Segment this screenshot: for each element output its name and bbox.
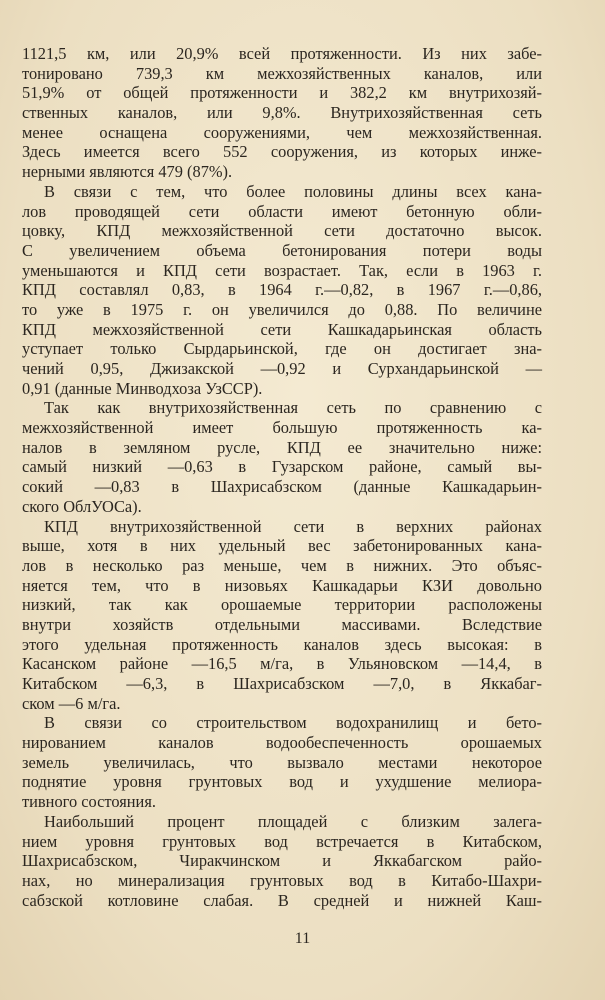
text-line: поднятие уровня грунтовых вод и ухудшение мелиора- (22, 772, 542, 792)
text-line: уменьшаются и КПД сети возрастает. Так, если в 1963 г. (22, 260, 542, 280)
text-line: Наибольший процент площадей с близким залега- (44, 811, 542, 831)
text-line: чений 0,95, Джизакской —0,92 и Сурхандарьинской — (22, 359, 542, 378)
text-line: менее оснащена сооружениями, чем межхозяйственная. (22, 122, 542, 142)
text-line: сабзской котловине слабая. В средней и нижней Каш- (22, 890, 542, 910)
text-line: межхозяйственной имеет большую протяженность ка- (22, 418, 542, 438)
text-line: сокий —0,83 в Шахрисабзском (данные Кашкадарьин- (22, 477, 542, 497)
text-line: ском —6 м/га. (22, 693, 121, 713)
text-line: цовку, КПД межхозяйственной сети достаточно высок. (22, 221, 542, 241)
text-line: лов в несколько раз меньше, чем в нижних. Это объяс- (22, 555, 542, 575)
text-line: нированием каналов водообеспеченность орошаемых (22, 733, 542, 753)
text-line: земель увеличилась, что вызвало местами некоторое (22, 752, 542, 772)
body-text (22, 44, 542, 910)
page-number: 11 (294, 930, 311, 947)
text-line: КПД межхозяйственной сети Кашкадарьинская область (22, 319, 542, 339)
text-line: нах, но минерализация грунтовых вод в Китабо-Шахри- (22, 870, 542, 890)
text-line: С увеличением объема бетонирования потери воды (22, 240, 542, 260)
text-line: 51,9% от общей протяженности и 382,2 км внутрихозяй- (22, 83, 542, 103)
text-line: выше, хотя в них удельный вес забетонированных кана- (22, 536, 542, 556)
text-line: уступает только Сырдарьинской, где он достигает зна- (22, 339, 542, 359)
text-line: лов проводящей сети области имеют бетонную обли- (22, 201, 542, 221)
text-line: то уже в 1975 г. он увеличился до 0,88. По величине (22, 299, 542, 319)
text-line: В связи с тем, что более половины длины всех кана- (44, 181, 542, 201)
text-line: Здесь имеется всего 552 сооружения, из которых инже- (22, 142, 542, 162)
text-line: ственных каналов, или 9,8%. Внутрихозяйственная сеть (22, 103, 542, 123)
text-line: Так как внутрихозяйственная сеть по сравнению с (44, 398, 542, 418)
text-line: самый низкий —0,63 в Гузарском районе, самый вы- (22, 457, 542, 477)
text-line: няется тем, что в низовьях Кашкадарьи КЗИ довольно (22, 575, 542, 595)
text-line: Шахрисабзском, Чиракчинском и Яккабагском райо- (22, 851, 542, 871)
text-line: В связи со строительством водохранилищ и бето- (44, 713, 542, 733)
text-line: 0,91 (данные Минводхоза УзССР). (22, 378, 263, 398)
text-line: внутри хозяйств отдельными массивами. Вследствие (22, 614, 542, 634)
text-line: КПД составлял 0,83, в 1964 г.—0,82, в 1967 г.—0,86, (22, 280, 542, 300)
text-line: тивного состояния. (22, 792, 156, 812)
text-line: КПД внутрихозяйственной сети в верхних районах (44, 516, 542, 536)
text-line: тонировано 739,3 км межхозяйственных каналов, или (22, 63, 542, 83)
text-line: этого удельная протяженность каналов здесь высокая: в (22, 634, 542, 654)
text-line: Касанском районе —16,5 м/га, в Ульяновском —14,4, в (22, 654, 542, 674)
text-line: нием уровня грунтовых вод встречается в Китабском, (22, 831, 542, 851)
text-line: нерными являются 479 (87%). (22, 162, 233, 182)
text-line: Китабском —6,3, в Шахрисабзском —7,0, в Яккабаг- (22, 674, 542, 693)
text-line: налов в земляном русле, КПД ее значительно ниже: (22, 437, 542, 457)
text-line: ского ОблУОСа). (22, 496, 142, 516)
text-line: 1121,5 км, или 20,9% всей протяженности. Из них забе- (22, 44, 542, 63)
text-line: низкий, так как орошаемые территории расположены (22, 595, 542, 615)
